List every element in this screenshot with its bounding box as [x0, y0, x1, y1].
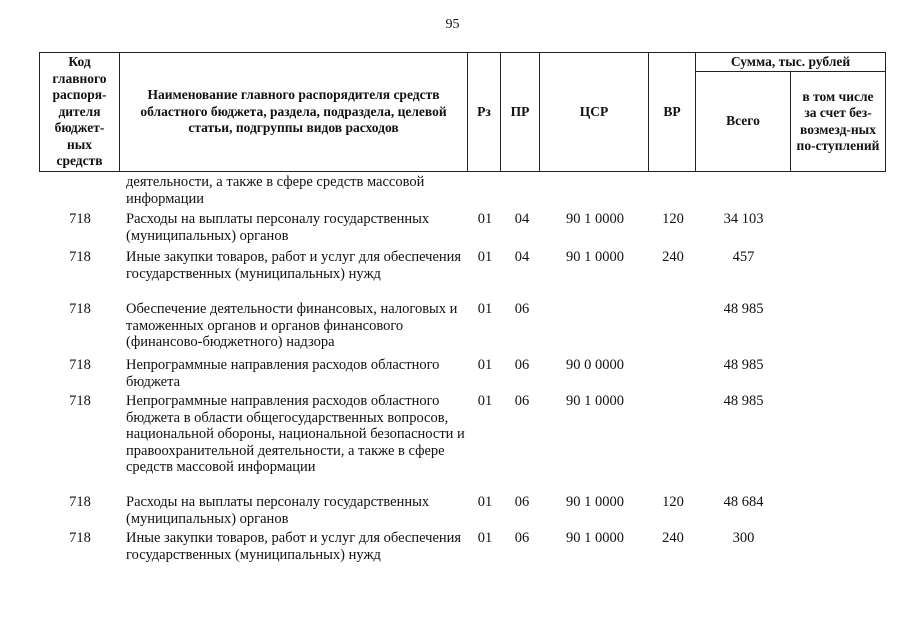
- row-total: 48 985: [723, 357, 764, 373]
- header-total: Всего: [695, 71, 791, 172]
- row-pr: 04: [514, 211, 530, 227]
- row-total: 48 985: [723, 393, 764, 409]
- row-code: 718: [69, 301, 91, 317]
- row-code: 718: [69, 357, 91, 373]
- header-sum: Сумма, тыс. рублей: [695, 52, 886, 72]
- row-name: Иные закупки товаров, работ и услуг для обеспечения государственных (муниципальных) нужд: [126, 530, 462, 563]
- row-csr: 90 0 0000: [566, 357, 624, 373]
- row-code: 718: [69, 249, 91, 265]
- header-gratis: в том числе за счет без-возмезд-ных по-ступлений: [790, 71, 886, 172]
- row-total: 48 985: [723, 301, 764, 317]
- row-pr: 06: [514, 393, 530, 409]
- row-csr: 90 1 0000: [566, 249, 624, 265]
- row-vr: 120: [662, 211, 684, 227]
- row-csr: 90 1 0000: [566, 494, 624, 510]
- row-rz: 01: [477, 211, 493, 227]
- row-name: Расходы на выплаты персоналу государственных (муниципальных) органов: [126, 211, 430, 244]
- row-pr: 04: [514, 249, 530, 265]
- row-name: Иные закупки товаров, работ и услуг для обеспечения государственных (муниципальных) нужд: [126, 249, 462, 282]
- row-rz: 01: [477, 530, 493, 546]
- row-vr: 240: [662, 249, 684, 265]
- row-vr: 240: [662, 530, 684, 546]
- row-name: Непрограммные направления расходов областного бюджета: [126, 357, 440, 390]
- row-pr: 06: [514, 494, 530, 510]
- row-total: 457: [732, 249, 755, 265]
- row-pr: 06: [514, 301, 530, 317]
- header-vr: ВР: [648, 52, 696, 172]
- row-vr: 120: [662, 494, 684, 510]
- row-code: 718: [69, 494, 91, 510]
- row-code: 718: [69, 211, 91, 227]
- row-rz: 01: [477, 494, 493, 510]
- row-rz: 01: [477, 393, 493, 409]
- row-total: 48 684: [723, 494, 764, 510]
- header-pr: ПР: [500, 52, 540, 172]
- row-total: 300: [732, 530, 755, 546]
- row-name: деятельности, а также в сфере средств массовой информации: [126, 174, 425, 207]
- header-csr: ЦСР: [539, 52, 649, 172]
- row-name: Обеспечение деятельности финансовых, налоговых и таможенных органов и органов финансового (финансово-бюджетного) надзора: [126, 301, 458, 350]
- row-rz: 01: [477, 301, 493, 317]
- row-total: 34 103: [723, 211, 764, 227]
- row-name: Расходы на выплаты персоналу государственных (муниципальных) органов: [126, 494, 430, 527]
- header-code: Код главного распоря-дителя бюджет-ных средств: [39, 52, 120, 172]
- row-pr: 06: [514, 357, 530, 373]
- row-csr: 90 1 0000: [566, 530, 624, 546]
- row-rz: 01: [477, 357, 493, 373]
- row-code: 718: [69, 530, 91, 546]
- header-rz: Рз: [467, 52, 501, 172]
- row-csr: 90 1 0000: [566, 211, 624, 227]
- row-csr: 90 1 0000: [566, 393, 624, 409]
- page-number: 95: [445, 17, 460, 32]
- row-pr: 06: [514, 530, 530, 546]
- header-name: Наименование главного распорядителя средств областного бюджета, раздела, подраздела, целевой статьи, подгруппы видов расходов: [119, 52, 468, 172]
- row-code: 718: [69, 393, 91, 409]
- row-name: Непрограммные направления расходов областного бюджета в области общегосударственных вопросов, национальной обороны, национальной безопасности и правоохранительной деятельности, а также в сфере средств массовой информации: [126, 393, 465, 475]
- row-rz: 01: [477, 249, 493, 265]
